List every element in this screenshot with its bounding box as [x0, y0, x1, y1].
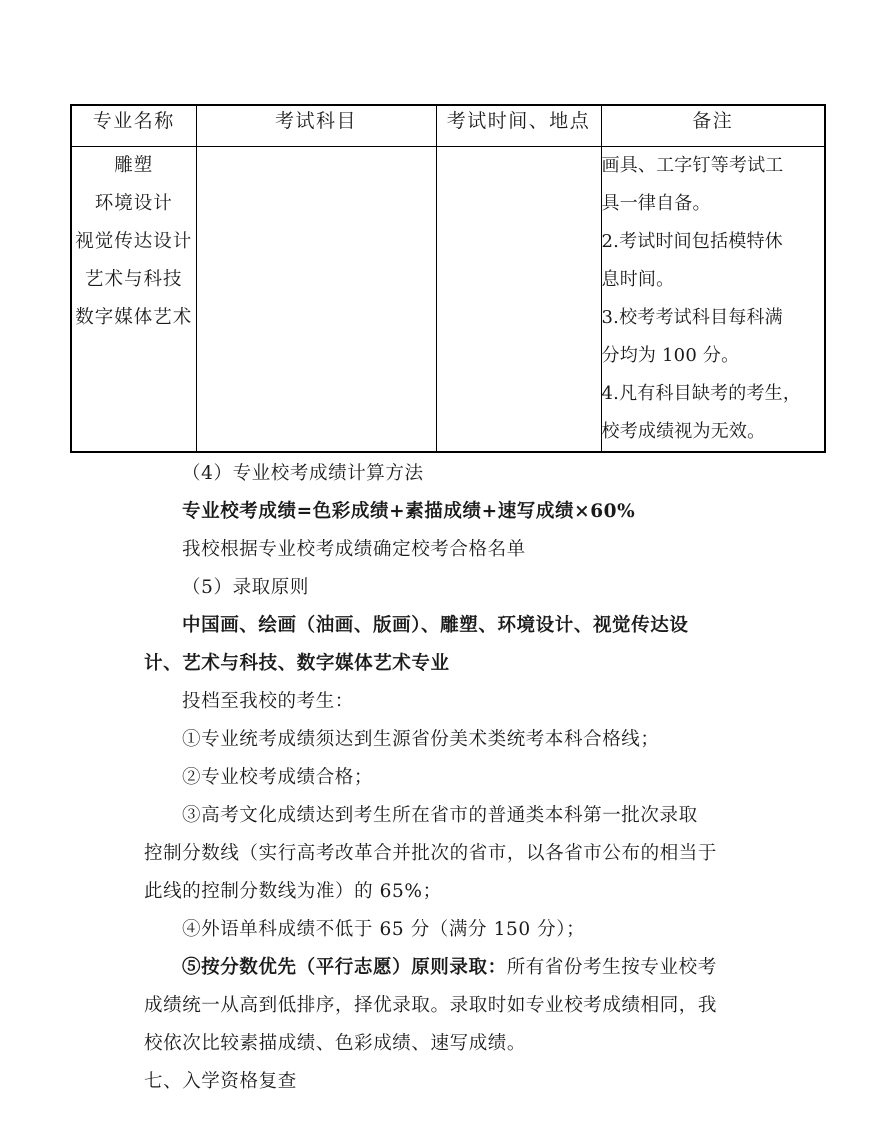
- admission-item-5-line-1: [144, 949, 760, 987]
- table-body: [71, 147, 825, 453]
- cell-exam-subject: [196, 147, 436, 453]
- admission-majors-line-1: 中国画、绘画（油画、版画）、雕塑、环境设计、视觉传达设: [182, 615, 689, 636]
- table-row: [71, 147, 825, 453]
- note-line: 校考成绩视为无效。: [601, 421, 766, 442]
- note-line: 分均为 100 分。: [601, 345, 740, 366]
- admission-item-4: ④外语单科成绩不低于 65 分（满分 150 分）；: [182, 919, 586, 940]
- table-header-row-group: [71, 105, 825, 147]
- exam-schedule-table-wrapper: [70, 104, 824, 453]
- score-formula-note: 我校根据专业校考成绩确定校考合格名单: [182, 539, 526, 560]
- major-name-item: 数字媒体艺术: [75, 307, 193, 328]
- column-header-exam-subject: 考试科目: [196, 105, 436, 147]
- column-header-major-name: 专业名称: [71, 105, 196, 147]
- table-header-row: [71, 105, 825, 147]
- admission-item-5-line-2: 成绩统一从高到低排序，择优录取。录取时如专业校考成绩相同，我: [144, 995, 718, 1016]
- column-header-notes: 备注: [601, 105, 825, 147]
- admission-item-3-line-3: 此线的控制分数线为准）的 65%；: [144, 881, 442, 902]
- score-formula: 专业校考成绩=色彩成绩+素描成绩+速写成绩×60%: [182, 501, 636, 522]
- admission-item-5-rest: 所有省份考生按专业校考: [506, 957, 717, 978]
- admission-item-3-line-2: 控制分数线（实行高考改革合并批次的省市，以各省市公布的相当于: [144, 843, 718, 864]
- major-name-item: 环境设计: [94, 193, 173, 214]
- note-line: 3.校考考试科目每科满: [601, 307, 783, 328]
- note-line: 2.考试时间包括模特休: [601, 231, 783, 252]
- major-name-item: 雕塑: [114, 155, 154, 176]
- major-name-item: 艺术与科技: [84, 269, 183, 290]
- candidates-intro: 投档至我校的考生：: [182, 691, 354, 712]
- major-name-item: 视觉传达设计: [75, 231, 193, 252]
- admission-item-2: ②专业校考成绩合格；: [182, 767, 374, 788]
- exam-schedule-table: [70, 104, 826, 453]
- admission-item-3-line-1: ③高考文化成绩达到考生所在省市的普通类本科第一批次录取: [182, 805, 698, 826]
- heading-section-4: （4）专业校考成绩计算方法: [182, 463, 424, 484]
- document-body-text: [144, 455, 760, 1101]
- admission-item-5-line-3: 校依次比较素描成绩、色彩成绩、速写成绩。: [144, 1033, 527, 1054]
- note-line: 息时间。: [601, 269, 675, 290]
- heading-section-5: （5）录取原则: [182, 577, 309, 598]
- cell-exam-time-place: [436, 147, 601, 453]
- admission-item-5-bold-head: ⑤按分数优先（平行志愿）原则录取：: [182, 957, 507, 978]
- note-line: 4.凡有科目缺考的考生，: [601, 383, 802, 404]
- cell-major-names: [71, 147, 196, 453]
- heading-section-7: 七、入学资格复查: [144, 1071, 297, 1092]
- column-header-exam-time-place: 考试时间、地点: [436, 105, 601, 147]
- cell-notes: [601, 147, 825, 453]
- note-line: 具一律自备。: [601, 193, 711, 214]
- note-line: 画具、工字钉等考试工: [601, 155, 784, 176]
- admission-item-1: ①专业统考成绩须达到生源省份美术类统考本科合格线；: [182, 729, 660, 750]
- admission-majors-line-2: 计、艺术与科技、数字媒体艺术专业: [144, 653, 450, 674]
